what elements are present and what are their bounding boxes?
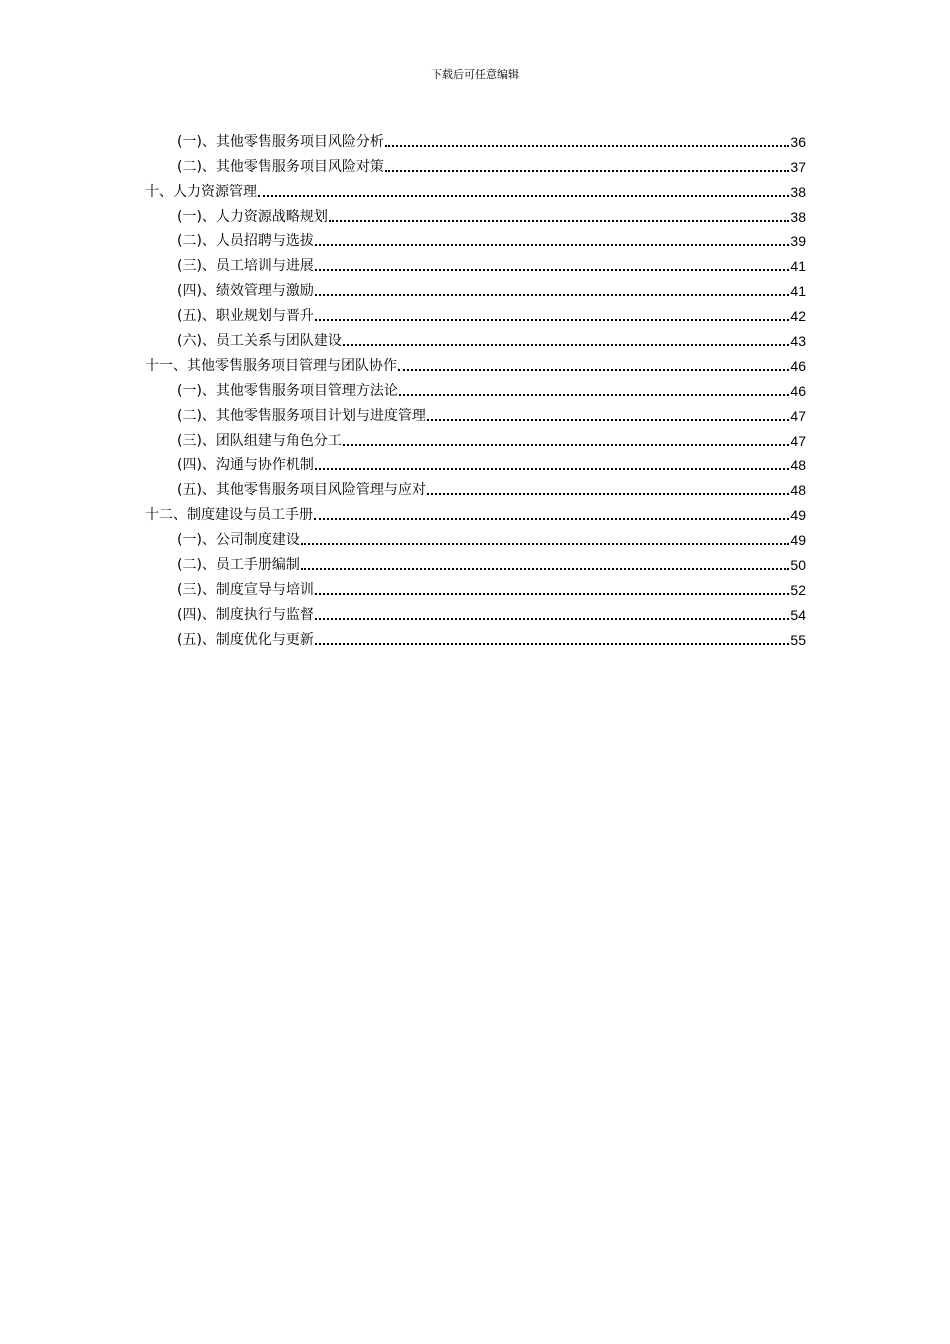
- toc-entry-title: (一)、人力资源战略规划: [177, 208, 328, 225]
- toc-entry[interactable]: [145, 201, 806, 226]
- toc-entry-title: (四)、制度执行与监督: [177, 606, 314, 623]
- toc-entry-title: (三)、员工培训与进展: [177, 258, 314, 275]
- toc-entry[interactable]: [145, 250, 806, 275]
- toc-entry-title: (六)、员工关系与团队建设: [177, 333, 342, 350]
- toc-entry-page: 41: [790, 258, 806, 275]
- toc-entry-page: 39: [790, 233, 806, 250]
- toc-dot-leader: [427, 419, 789, 421]
- toc-entry-title: (五)、其他零售服务项目风险管理与应对: [177, 482, 426, 499]
- toc-entry-title: (五)、制度优化与更新: [177, 631, 314, 648]
- toc-dot-leader: [343, 444, 789, 446]
- toc-entry-title: (一)、其他零售服务项目风险分析: [177, 133, 384, 150]
- toc-entry[interactable]: [145, 151, 806, 176]
- toc-entry-page: 36: [790, 133, 806, 150]
- toc-dot-leader: [385, 145, 789, 147]
- toc-dot-leader: [398, 369, 789, 371]
- toc-entry-title: (一)、公司制度建设: [177, 532, 300, 549]
- toc-entry-page: 52: [790, 581, 806, 598]
- page-header: 下载后可任意编辑: [431, 68, 519, 81]
- toc-entry-page: 48: [790, 457, 806, 474]
- toc-dot-leader: [385, 170, 789, 172]
- toc-entry-page: 46: [790, 357, 806, 374]
- toc-entry[interactable]: [145, 325, 806, 350]
- toc-entry-title: (三)、团队组建与角色分工: [177, 432, 342, 449]
- toc-dot-leader: [315, 244, 789, 246]
- toc-entry-title: 十一、其他零售服务项目管理与团队协作: [145, 357, 397, 374]
- toc-entry-title: (二)、其他零售服务项目风险对策: [177, 158, 384, 175]
- toc-dot-leader: [329, 220, 789, 222]
- toc-entry-title: (一)、其他零售服务项目管理方法论: [177, 382, 398, 399]
- toc-dot-leader: [343, 344, 789, 346]
- toc-entry[interactable]: [145, 549, 806, 574]
- toc-entry-title: (三)、制度宣导与培训: [177, 581, 314, 598]
- toc-dot-leader: [427, 493, 789, 495]
- toc-entry-page: 47: [790, 432, 806, 449]
- toc-dot-leader: [315, 294, 789, 296]
- toc-entry[interactable]: [145, 275, 806, 300]
- toc-chapter-entry[interactable]: [145, 350, 806, 375]
- toc-entry-page: 38: [790, 183, 806, 200]
- toc-entry-page: 47: [790, 407, 806, 424]
- toc-entry-page: 49: [790, 507, 806, 524]
- toc-dot-leader: [258, 195, 789, 197]
- toc-entry-page: 50: [790, 557, 806, 574]
- toc-chapter-entry[interactable]: [145, 499, 806, 524]
- toc-entry[interactable]: [145, 226, 806, 251]
- toc-entry[interactable]: [145, 599, 806, 624]
- toc-entry-title: 十二、制度建设与员工手册: [145, 507, 313, 524]
- toc-entry-title: (二)、人员招聘与选拔: [177, 233, 314, 250]
- toc-dot-leader: [399, 394, 789, 396]
- toc-dot-leader: [301, 568, 789, 570]
- toc-entry-page: 54: [790, 606, 806, 623]
- toc-entry-title: 十、人力资源管理: [145, 183, 257, 200]
- toc-entry-page: 37: [790, 158, 806, 175]
- toc-entry[interactable]: [145, 574, 806, 599]
- toc-entry[interactable]: [145, 375, 806, 400]
- toc-dot-leader: [315, 319, 789, 321]
- toc-entry[interactable]: [145, 400, 806, 425]
- toc-entry-page: 55: [790, 631, 806, 648]
- toc-entry-title: (二)、员工手册编制: [177, 557, 300, 574]
- toc-entry-page: 42: [790, 308, 806, 325]
- toc-dot-leader: [315, 643, 789, 645]
- toc-entry-page: 48: [790, 482, 806, 499]
- toc-dot-leader: [315, 593, 789, 595]
- toc-dot-leader: [314, 518, 789, 520]
- toc-entry-page: 38: [790, 208, 806, 225]
- toc-entry[interactable]: [145, 450, 806, 475]
- toc-entry[interactable]: [145, 300, 806, 325]
- toc-entry-title: (二)、其他零售服务项目计划与进度管理: [177, 407, 426, 424]
- toc-dot-leader: [315, 468, 789, 470]
- toc-dot-leader: [301, 543, 789, 545]
- toc-entry[interactable]: [145, 524, 806, 549]
- toc-dot-leader: [315, 618, 789, 620]
- toc-entry-page: 49: [790, 532, 806, 549]
- toc-entry-title: (五)、职业规划与晋升: [177, 308, 314, 325]
- toc-entry[interactable]: [145, 624, 806, 649]
- toc-entry-title: (四)、沟通与协作机制: [177, 457, 314, 474]
- toc-chapter-entry[interactable]: [145, 176, 806, 201]
- toc-entry[interactable]: [145, 425, 806, 450]
- toc-dot-leader: [315, 269, 789, 271]
- table-of-contents: [145, 126, 806, 649]
- toc-entry-page: 41: [790, 283, 806, 300]
- toc-entry-title: (四)、绩效管理与激励: [177, 283, 314, 300]
- toc-entry-page: 43: [790, 333, 806, 350]
- toc-entry[interactable]: [145, 126, 806, 151]
- toc-entry-page: 46: [790, 382, 806, 399]
- toc-entry[interactable]: [145, 474, 806, 499]
